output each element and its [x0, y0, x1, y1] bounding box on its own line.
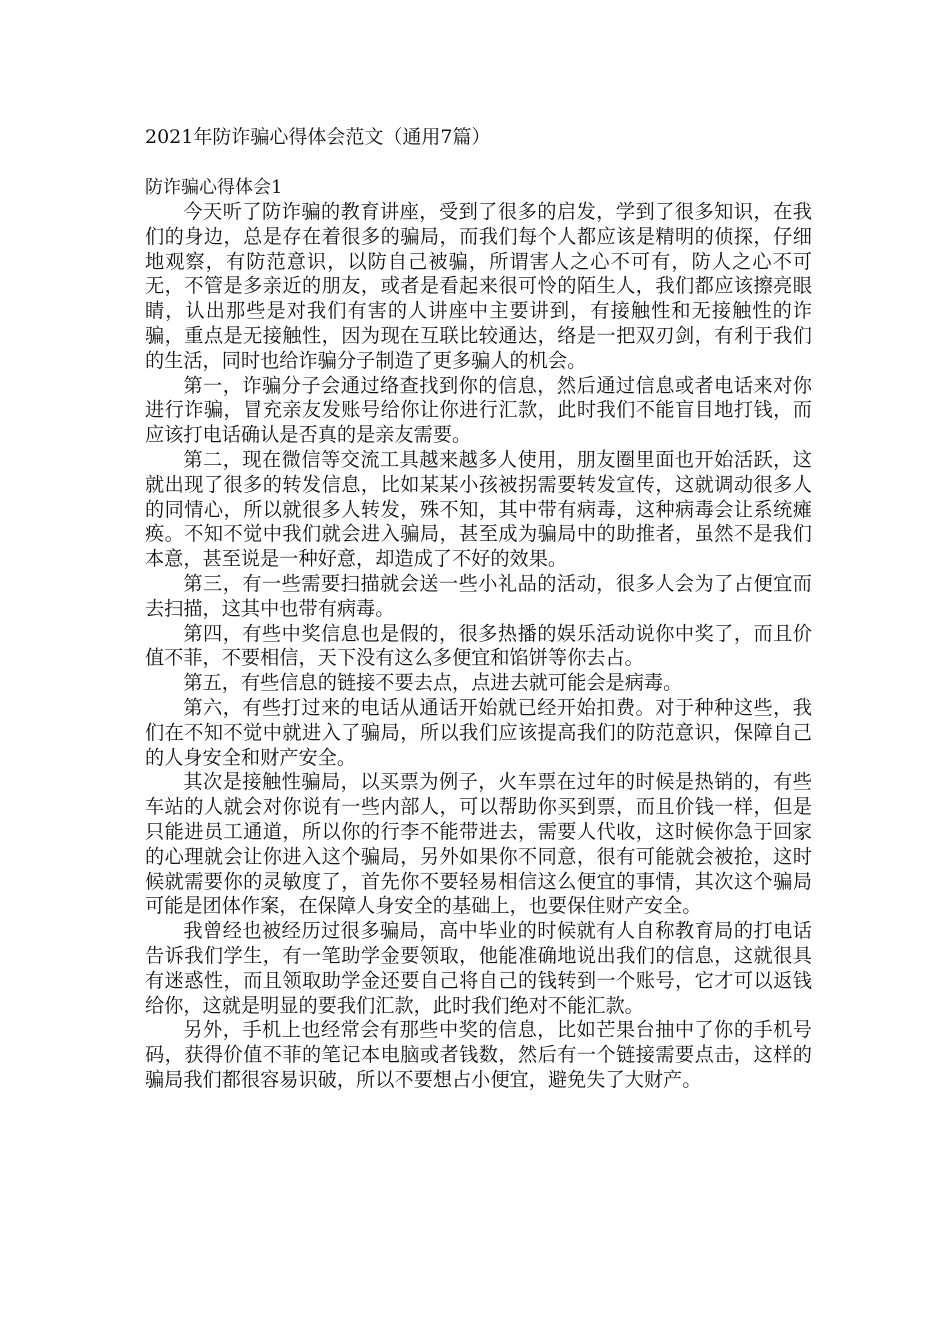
section-heading: 防诈骗心得体会1 — [145, 177, 283, 198]
paragraph-4: 第三，有一些需要扫描就会送一些小礼品的活动，很多人会为了占便宜而去扫描，这其中也带有病毒。 — [145, 571, 812, 620]
paragraph-1: 今天听了防诈骗的教育讲座，受到了很多的启发，学到了很多知识，在我们的身边，总是存在着很多的骗局，而我们每个人都应该是精明的侦探，仔细地观察，有防范意识，以防自己被骗，所谓害人之心不可有，防人之心不可无，不管是多亲近的朋友，或者是看起来很可怜的陌生人，我们都应该擦亮眼睛，认出那些是对我们有害的人讲座中主要讲到，有接触性和无接触性的诈骗，重点是无接触性，因为现在互联比较通达，络是一把双刃剑，有利于我们的生活，同时也给诈骗分子制造了更多骗人的机会。 — [145, 200, 812, 372]
paragraph-7: 第六，有些打过来的电话从通话开始就已经开始扣费。对于种种这些，我们在不知不觉中就进入了骗局，所以我们应该提高我们的防范意识，保障自己的人身安全和财产安全。 — [145, 695, 812, 769]
document-title: 2021年防诈骗心得体会范文（通用7篇） — [145, 126, 491, 148]
paragraph-9: 我曾经也被经历过很多骗局，高中毕业的时候就有人自称教育局的打电话告诉我们学生，有一笔助学金要领取，他能准确地说出我们的信息，这就很具有迷惑性，而且领取助学金还要自己将自己的钱转到一个账号，它才可以返钱给你，这就是明显的要我们汇款，此时我们绝对不能汇款。 — [145, 919, 812, 1017]
paragraph-6: 第五，有些信息的链接不要去点，点进去就可能会是病毒。 — [183, 671, 683, 695]
paragraph-8: 其次是接触性骗局，以买票为例子，火车票在过年的时候是热销的，有些车站的人就会对你说有一些内部人，可以帮助你买到票，而且价钱一样，但是只能进员工通道，所以你的行李不能带进去，需要人代收，这时候你急于回家的心理就会让你进入这个骗局，另外如果你不同意，很有可能就会被抢，这时候就需要你的灵敏度了，首先你不要轻易相信这么便宜的事情，其次这个骗局可能是团体作案，在保障人身安全的基础上，也要保住财产安全。 — [145, 770, 812, 918]
paragraph-5: 第四，有些中奖信息也是假的，很多热播的娱乐活动说你中奖了，而且价值不菲，不要相信，天下没有这么多便宜和馅饼等你去占。 — [145, 621, 812, 670]
document-body — [145, 200, 812, 1093]
paragraph-10: 另外，手机上也经常会有那些中奖的信息，比如芒果台抽中了你的手机号码，获得价值不菲的笔记本电脑或者钱数，然后有一个链接需要点击，这样的骗局我们都很容易识破，所以不要想占小便宜，避免失了大财产。 — [145, 1018, 812, 1091]
paragraph-3: 第二，现在微信等交流工具越来越多人使用，朋友圈里面也开始活跃，这就出现了很多的转发信息，比如某某小孩被拐需要转发宣传，这就调动很多人的同情心，所以就很多人转发，殊不知，其中带有病毒，这种病毒会让系统瘫痪。不知不觉中我们就会进入骗局，甚至成为骗局中的助推者，虽然不是我们本意，甚至说是一种好意，却造成了不好的效果。 — [145, 447, 812, 571]
document-page — [145, 124, 812, 1093]
paragraph-2: 第一，诈骗分子会通过络查找到你的信息，然后通过信息或者电话来对你进行诈骗，冒充亲友发账号给你让你进行汇款，此时我们不能盲目地打钱，而应该打电话确认是否真的是亲友需要。 — [145, 373, 812, 447]
